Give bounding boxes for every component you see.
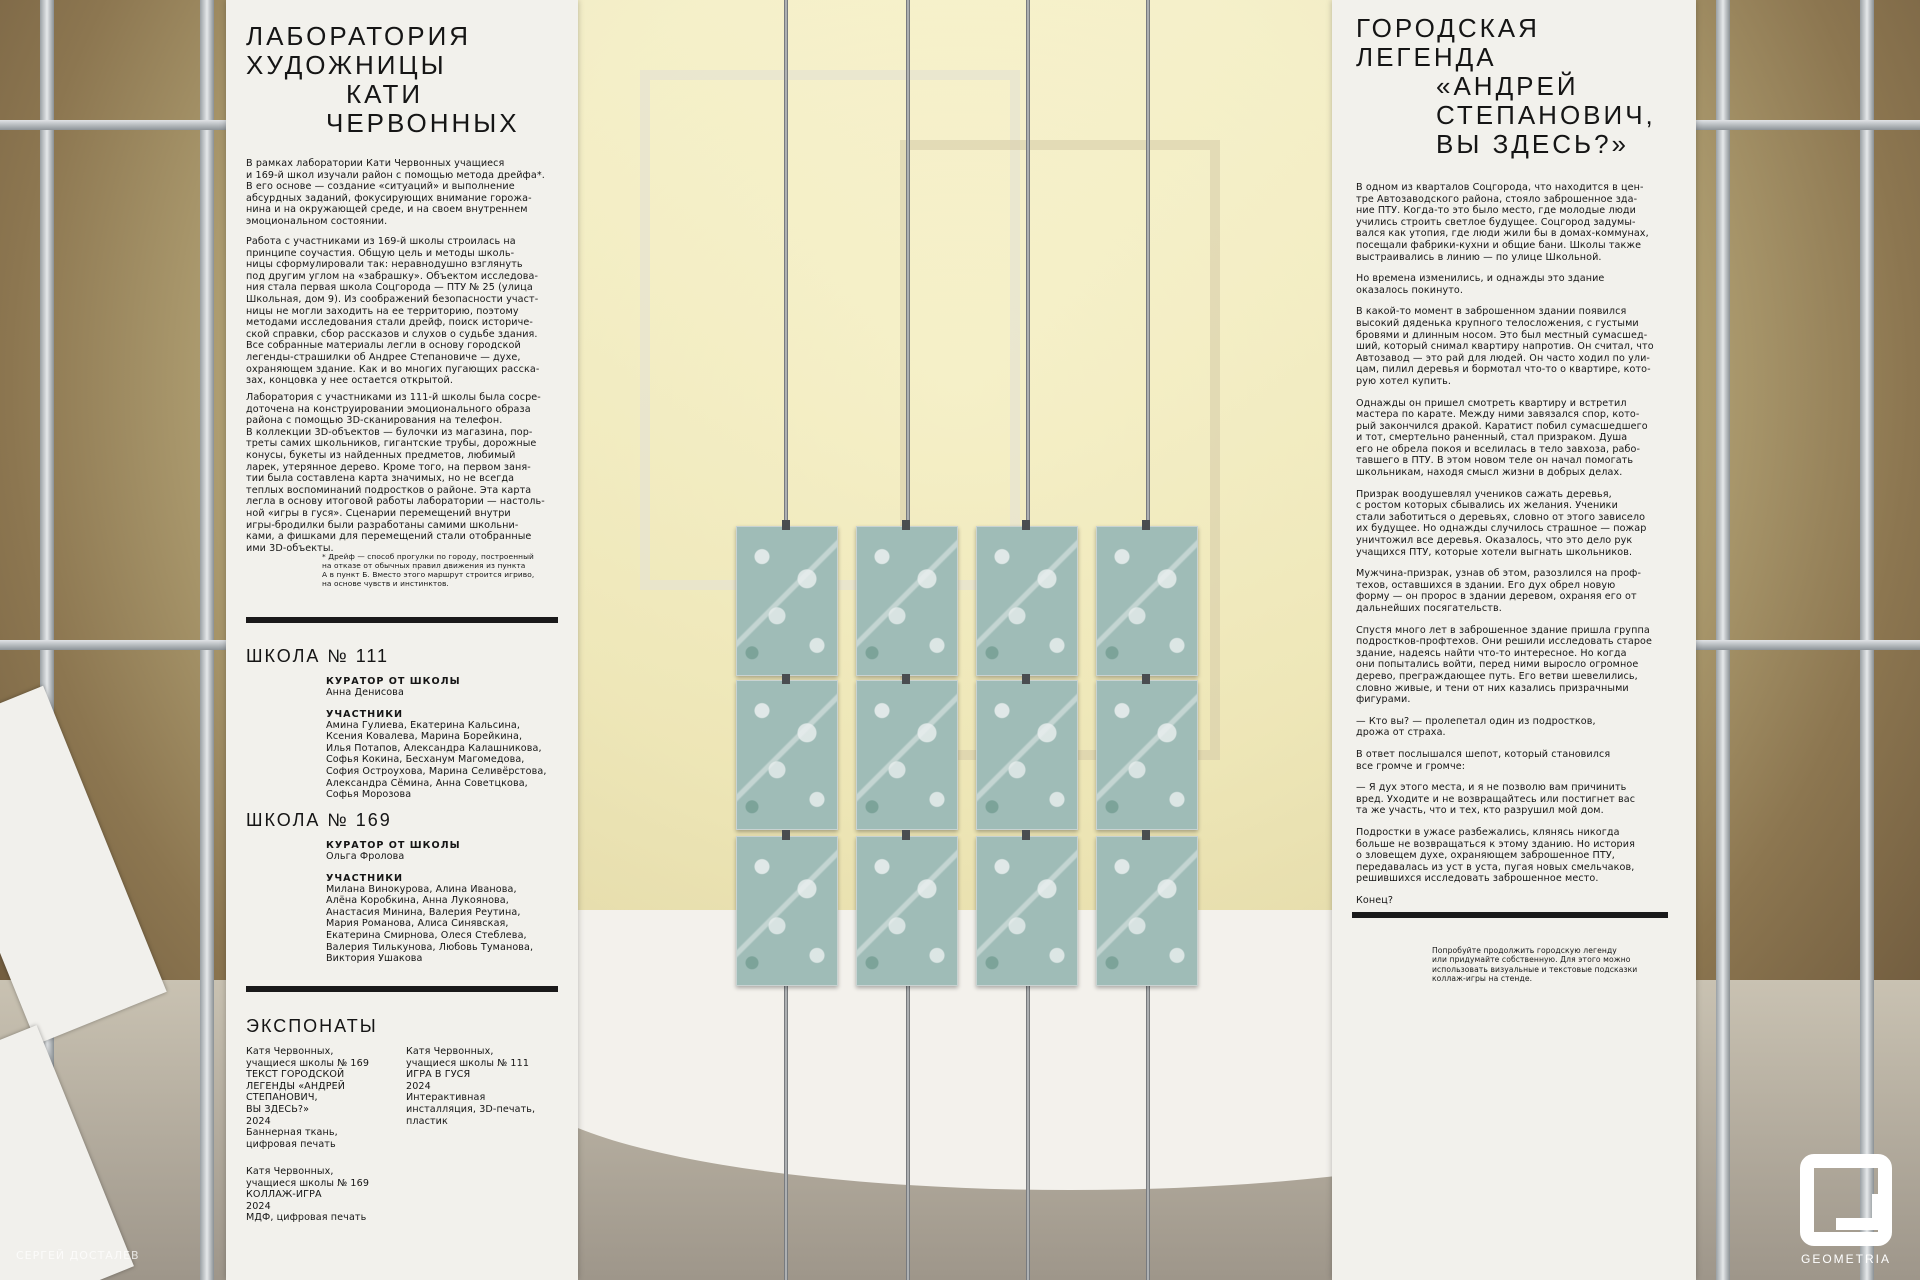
title-line: КАТИ: [346, 79, 424, 109]
geometria-logo-mark: [1800, 1154, 1892, 1246]
paragraph: Лаборатория с участниками из 111-й школы была сосре- доточена на конструировании эмоционального образа района с помощью 3D-сканирования на телефон. В коллекции 3D-объектов — булочки из магазина, пор- треты самих школьников, гигантские трубы, дорожные конусы, букеты из найденных предметов, любимый ларек, утерянное дерево. Кроме того, на первом заня- тии была составлена карта значимых, но не всегда теплых воспоминаний подростков о районе. Эта карта легла в основу итоговой работы лаборатории — настоль- ной «игры в гуся». Сценарии перемещений внутри игры-бродилки были разработаны самими школьни- ками, а фишками для перемещений стали отобранные ими 3D-объекты.: [246, 392, 545, 554]
tile-clip: [1022, 830, 1030, 840]
story-paragraph: — Кто вы? — пролепетал один из подростков, дрожа от страха.: [1356, 715, 1596, 739]
tile-clip: [1022, 520, 1030, 530]
divider: [1352, 912, 1668, 918]
tile-clip: [902, 520, 910, 530]
tile-clip: [902, 830, 910, 840]
title-line: ЛАБОРАТОРИЯ: [246, 21, 472, 51]
photo-credit: СЕРГЕЙ ДОСТАЛЕВ: [16, 1249, 140, 1262]
tile-clip: [902, 674, 910, 684]
tile-clip: [782, 830, 790, 840]
school-169-heading: ШКОЛА № 169: [246, 810, 392, 830]
collage-tile[interactable]: [976, 526, 1078, 676]
left-panel-title: [246, 22, 520, 138]
exhibit-item: Катя Червонных, учащиеся школы № 169 ТЕКСТ ГОРОДСКОЙ ЛЕГЕНДЫ «АНДРЕЙ СТЕПАНОВИЧ, ВЫ ЗДЕСЬ?» 2024 Баннерная ткань, цифровая печать: [246, 1046, 370, 1150]
collage-tile[interactable]: [1096, 680, 1198, 830]
footnote: * Дрейф — способ прогулки по городу, построенный на отказе от обычных правил движения из пункта А в пункт Б. Вместо этого маршрут строится игриво, на основе чувств и инстинктов.: [322, 552, 535, 588]
participants-list: Амина Гулиева, Екатерина Кальсина, Ксения Ковалева, Марина Борейкина, Илья Потапов, Александра Калашникова, Софья Кокина, Бесханум Магомедова, София Остроухова, Марина Селивёрстова, Александра Сёмина, Анна Советцкова, Софья Морозова: [326, 719, 547, 801]
story-paragraph: В какой-то момент в заброшенном здании появился высокий дяденька крупного телосложения, с густыми бровями и длинным носом. Это был местный сумасшед- ший, который снимал квартиру напротив. Он считал, что Автозавод — это рай для людей. Он часто ходил по ули- цам, пилил деревья и бормотал что-то о квартире, кото- рую хотел купить.: [1356, 306, 1654, 387]
participants-label: УЧАСТНИКИ: [326, 872, 404, 884]
tile-clip: [1142, 520, 1150, 530]
story-paragraph: Спустя много лет в заброшенное здание пришла группа подростков-профтехов. Они решили исследовать старое здание, надеясь найти что-то интересное. Но когда они попытались войти, перед ними выросло огромное дерево, преграждающее путь. Его ветви шевелились, словно живые, и тени от них казались призрачными фигурами.: [1356, 624, 1652, 706]
story-paragraph: Мужчина-призрак, узнав об этом, разозлился на проф- техов, оставшихся в здании. Его дух обрел новую форму — он пророс в здании деревом, охраняя его от дальнейших посягательств.: [1356, 568, 1642, 614]
curator-label: КУРАТОР ОТ ШКОЛЫ: [326, 676, 461, 687]
title-line: СТЕПАНОВИЧ,: [1436, 100, 1656, 130]
title-line: ГОРОДСКАЯ: [1356, 13, 1540, 43]
story-paragraph: Подростки в ужасе разбежались, клянясь никогда больше не возвращаться к этому зданию. Но история о зловещем духе, охраняющем заброшенное ПТУ, передавалась из уст в уста, пугая новых смельчаков, решившихся исследовать заброшенное место.: [1356, 826, 1635, 885]
school-111-heading: ШКОЛА № 111: [246, 646, 390, 666]
tile-clip: [782, 674, 790, 684]
school-169-details: [326, 840, 566, 965]
right-panel-title: [1356, 14, 1656, 159]
geometria-logo: [1796, 1154, 1896, 1266]
exhibit-item: Катя Червонных, учащиеся школы № 111 ИГРА В ГУСЯ 2024 Интерактивная инсталляция, 3D-печать, пластик: [406, 1046, 536, 1127]
collage-tile[interactable]: [736, 680, 838, 830]
logo-text: GEOMETRIA: [1800, 1252, 1891, 1266]
title-line: ХУДОЖНИЦЫ: [246, 50, 447, 80]
story-paragraph: Но времена изменились, и однажды это здание оказалось покинуто.: [1356, 273, 1605, 296]
invitation-note: Попробуйте продолжить городскую легенду или придумайте собственную. Для этого можно использовать визуальные и текстовые подсказки коллаж-игры на стенде.: [1432, 946, 1638, 984]
tile-clip: [1142, 830, 1150, 840]
collage-tile[interactable]: [856, 680, 958, 830]
tile-clip: [782, 520, 790, 530]
story-paragraph: Однажды он пришел смотреть квартиру и встретил мастера по карате. Между ними завязался спор, кото- рый закончился дракой. Каратист побил сумасшедшего и тот, смертельно раненный, стал призраком. Душа его не обрела покоя и вселилась в тело завхоза, рабо- тавшего в ПТУ. В этом новом теле он начал помогать школьникам, находя смысл жизни в добрых делах.: [1356, 397, 1648, 479]
curator-name: Анна Денисова: [326, 687, 404, 698]
scaffold-bar: [1696, 640, 1920, 650]
scaffold-bar: [1696, 120, 1920, 130]
curator-label: КУРАТОР ОТ ШКОЛЫ: [326, 840, 461, 851]
scaffold-bar: [0, 120, 226, 130]
legend-story: [1356, 182, 1676, 916]
collage-tile[interactable]: [856, 526, 958, 676]
right-info-panel: [1332, 0, 1696, 1280]
title-line: «АНДРЕЙ: [1436, 71, 1579, 101]
story-paragraph: В ответ послышался шепот, который становился все громче и громче:: [1356, 748, 1611, 772]
story-paragraph: В одном из кварталов Соцгорода, что находится в цен- тре Автозаводского района, стояло заброшенное зда- ние ПТУ. Когда-то это было место, где молодые люди учились строить светлое будущее. Соцгород задумы- вался как утопия, где люди жили бы в домах-коммунах, посещали фабрики-кухни и общие бани. Школы также выстраивались в линию — по улице Школьной.: [1356, 182, 1649, 263]
scaffold-bar: [0, 640, 226, 650]
collage-tile[interactable]: [976, 836, 1078, 986]
divider: [246, 986, 558, 992]
participants-label: УЧАСТНИКИ: [326, 708, 404, 720]
exhibit-item: Катя Червонных, учащиеся школы № 169 КОЛЛАЖ-ИГРА 2024 МДФ, цифровая печать: [246, 1166, 370, 1224]
paragraph: В рамках лаборатории Кати Червонных учащиеся и 169-й школ изучали район с помощью метода дрейфа*. В его основе — создание «ситуаций» и выполнение абсурдных заданий, фокусирующих внимание горожа- нина и на окружающей среде, и на своем внутреннем эмоциональном состоянии.: [246, 158, 545, 227]
tile-clip: [1022, 674, 1030, 684]
divider: [246, 617, 558, 623]
left-info-panel: [226, 0, 578, 1280]
collage-tile[interactable]: [736, 526, 838, 676]
story-paragraph: — Я дух этого места, и я не позволю вам причинить вред. Уходите и не возвращайтесь или постигнет вас та же участь, что и тех, кто разрушил мой дом.: [1356, 782, 1636, 817]
collage-tile[interactable]: [976, 680, 1078, 830]
story-paragraph: Призрак воодушевлял учеников сажать деревья, с ростом которых сбывались их желания. Ученики стали заботиться о деревьях, словно от этого зависело их будущее. Но однажды случилось страшное — пожар уничтожил все деревья. Оказалось, что это дело рук учащихся ПТУ, которые хотели выгнать школьников.: [1356, 488, 1647, 558]
title-line: ЛЕГЕНДА: [1356, 42, 1497, 72]
tile-clip: [1142, 674, 1150, 684]
collage-tile[interactable]: [1096, 526, 1198, 676]
story-paragraph: Конец?: [1356, 894, 1394, 906]
title-line: ЧЕРВОННЫХ: [326, 108, 520, 138]
collage-tile[interactable]: [736, 836, 838, 986]
title-line: ВЫ ЗДЕСЬ?»: [1436, 129, 1629, 159]
curator-name: Ольга Фролова: [326, 851, 405, 862]
collage-tile[interactable]: [1096, 836, 1198, 986]
paragraph: Работа с участниками из 169-й школы строилась на принципе соучастия. Общую цель и методы школь- ницы сформулировали так: неравнодушно взглянуть под другим углом на «забрашку». Объектом исследова- ния стала первая школа Соцгорода — ПТУ № 25 (улица Школьная, дом 9). Из соображений безопасности участ- ницы не могли заходить на ее территорию, поэтому методами исследования стали дрейф, поиск историче- ской справки, сбор рассказов и слухов о судьбе здания. Все собранные материалы легли в основу городской легенды-страшилки об Андрее Степановиче — духе, охраняющем здание. Как и во многих пугающих расска- зах, концовка у нее остается открытой.: [246, 236, 540, 387]
exhibits-heading: ЭКСПОНАТЫ: [246, 1016, 378, 1036]
school-111-details: [326, 676, 566, 801]
collage-tile[interactable]: [856, 836, 958, 986]
side-card: [0, 686, 167, 1044]
participants-list: Милана Винокурова, Алина Иванова, Алёна Коробкина, Анна Лукоянова, Анастасия Минина, Валерия Реутина, Мария Романова, Алиса Синявская, Екатерина Смирнова, Олеся Стеблева, Валерия Тилькунова, Любовь Туманова, Виктория Ушакова: [326, 883, 534, 965]
